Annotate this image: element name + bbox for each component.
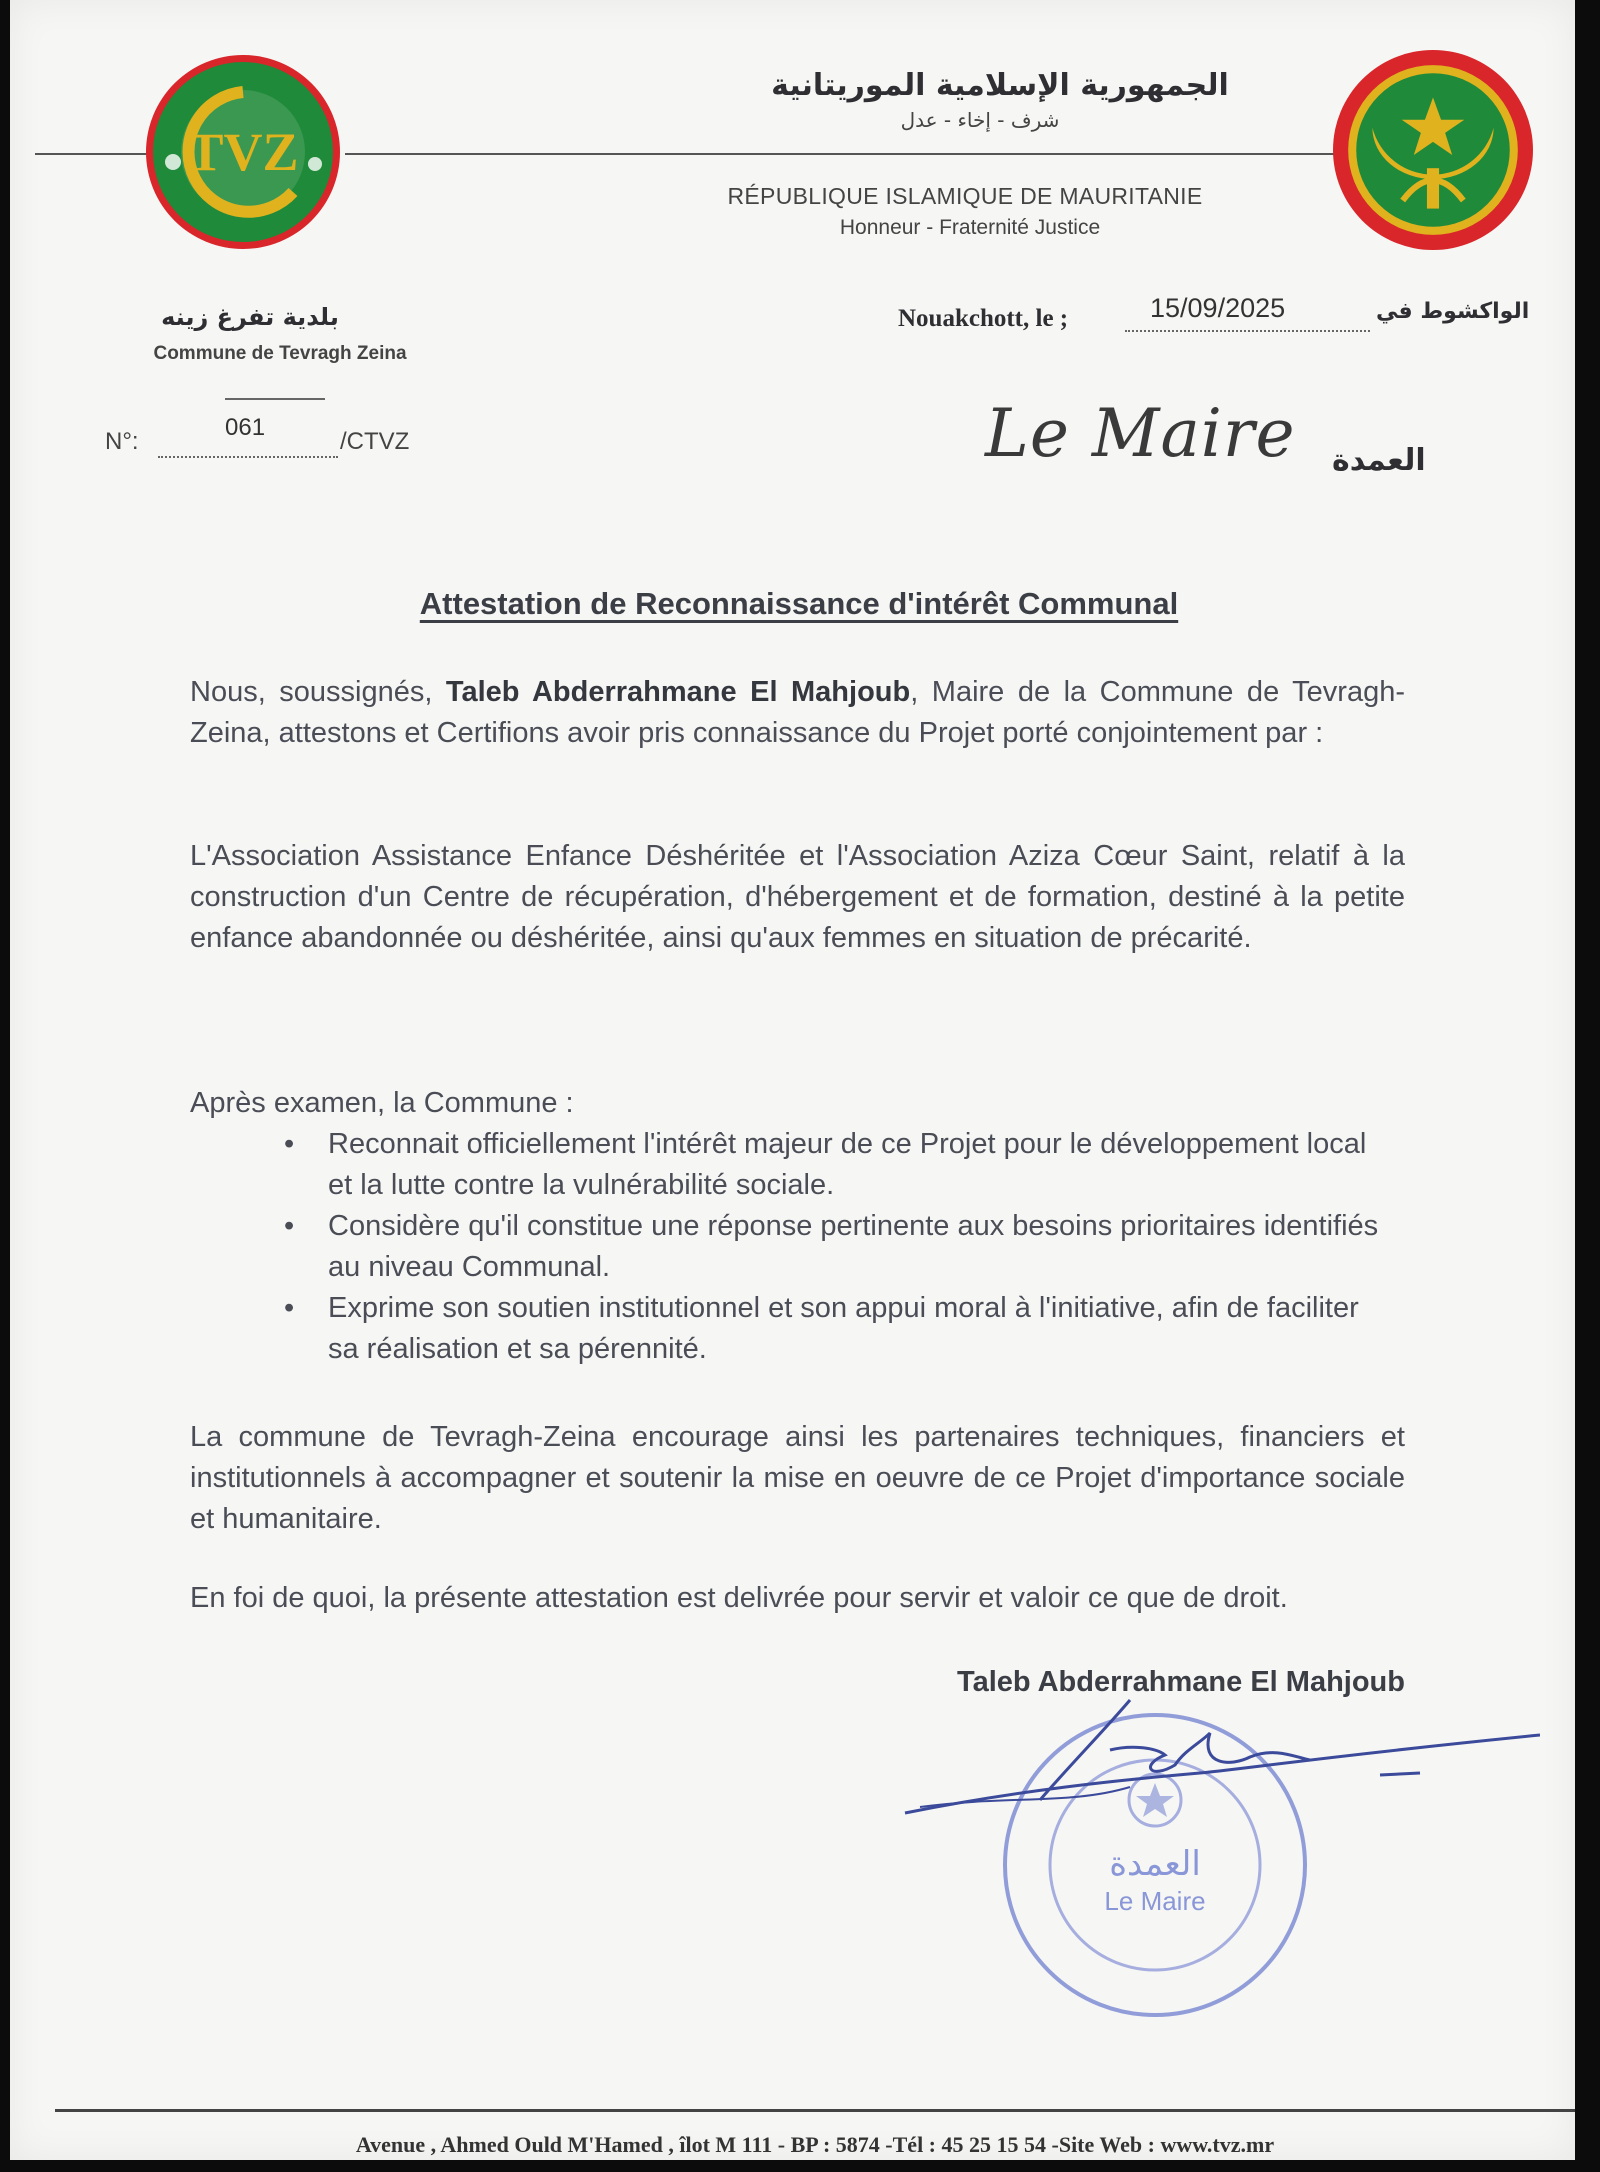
list-item [278,1124,1388,1206]
national-emblem [1332,49,1534,251]
footer-address: Avenue , Ahmed Ould M'Hamed , îlot M 111 - BP : 5874 -Tél : 45 25 15 54 -Site Web : www.tvz.mr [355,2132,1275,2157]
list-item [278,1206,1388,1288]
document-date: 15/09/2025 [1150,293,1286,323]
date-arabic-label: الواكشوط في [1376,299,1530,324]
reference-label: N°: [105,428,139,455]
stamp-arabic: العمدة [1109,1844,1201,1884]
intro-text-end: , Maire de la Commune de Tevragh-Zeina, attestons et Certifions avoir pris connaissance du Projet porté conjointement par : [190,676,1406,749]
paragraph-intro [190,672,1405,754]
list-item-text: Reconnait officiellement l'intérêt majeur de ce Projet pour le développement local et la lutte contre la vulnérabilité sociale. [328,1128,1367,1201]
commune-rule [225,398,325,400]
paragraph-closing: En foi de quoi, la présente attestation est delivrée pour servir et valoir ce que de droit. [190,1582,1288,1614]
intro-text-start: Nous, soussignés, [190,676,446,708]
reference-number: 061 [225,414,266,441]
paragraph-project: L'Association Assistance Enfance Déshéritée et l'Association Aziza Cœur Saint, relatif à la construction d'un Centre de récupération, d'hébergement et de formation, destiné à la petite enfance abandonnée ou déshéritée, ainsi qu'aux femmes en situation de précarité. [190,840,1405,954]
arabic-republic-title: الجمهورية الإسلامية الموريتانية [771,68,1229,103]
bullet-glyph: • [284,1292,295,1324]
office-title-script: Le Maire [985,395,1296,472]
reference-suffix: /CTVZ [340,428,410,455]
french-republic-title: RÉPUBLIQUE ISLAMIQUE DE MAURITANIE [727,183,1203,209]
signer-name: Taleb Abderrahmane El Mahjoub [957,1666,1405,1698]
commune-name-french: Commune de Tevragh Zeina [153,343,407,364]
office-title-arabic: العمدة [1332,443,1426,478]
list-item-text: Exprime son soutien institutionnel et son appui moral à l'initiative, afin de faciliter sa réalisation et sa pérennité. [328,1292,1359,1365]
bullet-glyph: • [284,1128,295,1160]
paragraph-examination: Après examen, la Commune : [190,1087,574,1119]
document-page [10,0,1575,2160]
date-city-label: Nouakchott, le ; [898,305,1069,332]
bullet-glyph: • [284,1210,295,1242]
commune-logo [143,52,343,252]
findings-list [278,1124,1388,1370]
list-item-text: Considère qu'il constitue une réponse pertinente aux besoins prioritaires identifiés au niveau Communal. [328,1210,1379,1283]
document-title: Attestation de Reconnaissance d'intérêt Communal [419,586,1179,621]
paragraph-encouragement: La commune de Tevragh-Zeina encourage ainsi les partenaires techniques, financiers et institutionnels à accompagner et soutenir la mise en oeuvre de ce Projet d'importance sociale et humanitaire. [190,1421,1405,1535]
list-item [278,1288,1388,1370]
mayor-name: Taleb Abderrahmane El Mahjoub [445,676,911,708]
footer-rule [55,2109,1575,2112]
svg-text:TVZ: TVZ [187,122,299,182]
handwritten-signature [900,1695,1540,1855]
commune-name-arabic: بلدية تفرغ زينه [161,303,339,331]
stamp-french: Le Maire [1104,1886,1206,1916]
french-republic-motto: Honneur - Fraternité Justice [839,216,1101,239]
arabic-republic-motto: شرف - إخاء - عدل [900,108,1060,132]
